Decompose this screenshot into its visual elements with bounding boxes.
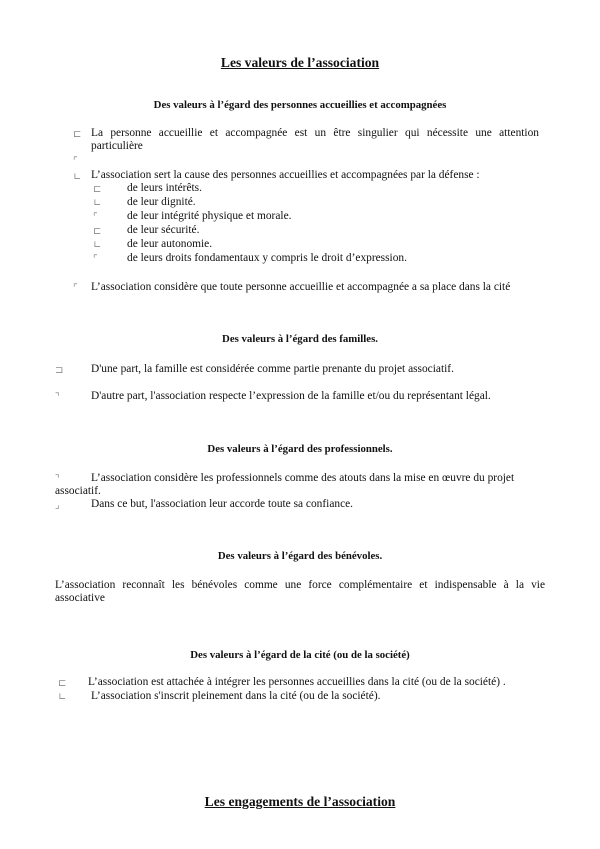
bullet-icon: ∟	[73, 172, 82, 183]
list-item-text-cont: particulière	[91, 140, 143, 152]
sub-list-item: de leur sécurité.	[127, 224, 200, 236]
bullet-icon: ⊏	[93, 226, 102, 237]
list-item-text: L’association s'inscrit pleinement dans la cité (ou de la société).	[91, 690, 381, 702]
bullet-icon: ⊏	[58, 678, 67, 689]
bullet-icon: ∟	[93, 198, 102, 209]
sub-list-item: de leur intégrité physique et morale.	[127, 210, 292, 222]
list-item-text: L’association sert la cause des personnes accueillies et accompagnées par la défense :	[91, 169, 480, 181]
bullet-icon: ∟	[58, 692, 67, 703]
bullet-icon: ⊏	[93, 184, 102, 195]
section-heading-city: Des valeurs à l’égard de la cité (ou de la société)	[190, 649, 410, 661]
list-item-text-cont: associatif.	[55, 485, 101, 497]
sub-list-item: de leurs droits fondamentaux y compris le droit d’expression.	[127, 252, 407, 264]
paragraph-cont: associative	[55, 592, 105, 604]
bullet-icon: ⌝	[55, 474, 60, 485]
bullet-icon: ⌟	[55, 500, 60, 511]
list-item-text: D'une part, la famille est considérée comme partie prenante du projet associatif.	[91, 363, 454, 375]
list-item-text: L’association considère les professionnels comme des atouts dans la mise en œuvre du projet	[91, 472, 515, 484]
bullet-icon: ⌜	[73, 156, 78, 167]
page-title: Les valeurs de l’association	[220, 55, 380, 70]
sub-list-item: de leur autonomie.	[127, 238, 213, 250]
sub-list-item: de leur dignité.	[127, 196, 196, 208]
list-item-text: La personne accueillie et accompagnée est un être singulier qui nécessite une attention	[91, 127, 539, 139]
list-item-text: L’association est attachée à intégrer les personnes accueillies dans la cité (ou de la société) .	[88, 676, 506, 688]
bullet-icon: ⌜	[93, 212, 98, 223]
bullet-icon: ⌜	[73, 283, 78, 294]
list-item-text: D'autre part, l'association respecte l’expression de la famille et/ou du représentant légal.	[91, 390, 491, 402]
bullet-icon: ∟	[93, 240, 102, 251]
bullet-icon: ⌜	[93, 254, 98, 265]
paragraph: L’association reconnaît les bénévoles comme une force complémentaire et indispensable à la vie	[55, 579, 545, 591]
bullet-icon: ⊐	[55, 365, 64, 376]
bullet-icon: ⊏	[73, 129, 82, 140]
list-item-text: Dans ce but, l'association leur accorde toute sa confiance.	[91, 498, 354, 510]
section-heading-volunteers: Des valeurs à l’égard des bénévoles.	[217, 550, 383, 562]
bullet-icon: ⌝	[55, 392, 60, 403]
sub-list-item: de leurs intérêts.	[127, 182, 202, 194]
section-heading-professionals: Des valeurs à l’égard des professionnels.	[207, 443, 393, 455]
list-item-text: L’association considère que toute personne accueillie et accompagnée a sa place dans la cité	[91, 281, 511, 293]
next-section-title: Les engagements de l’association	[204, 794, 396, 809]
section-heading-families: Des valeurs à l’égard des familles.	[222, 333, 378, 345]
section-heading-persons: Des valeurs à l’égard des personnes accueillies et accompagnées	[153, 99, 447, 111]
